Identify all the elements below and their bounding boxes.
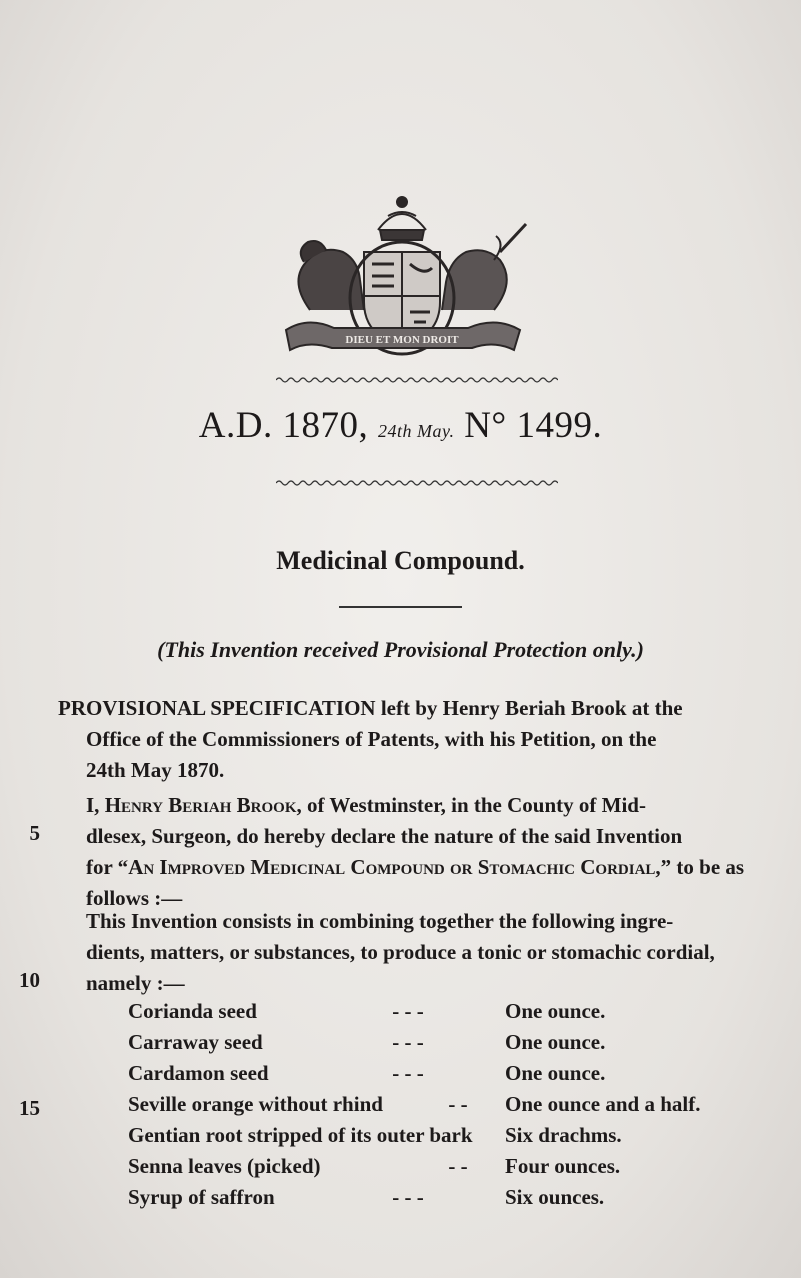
royal-coat-of-arms-icon (268, 190, 536, 358)
declaration-line: for “An Improved Medicinal Compound or Stomachic Cordial,” to be as (86, 855, 745, 879)
ingredient-row (128, 1154, 728, 1185)
svg-text:DIEU ET MON DROIT: DIEU ET MON DROIT (345, 334, 459, 346)
ingredient-dashes: - - (448, 1092, 468, 1116)
ingredient-row (128, 1030, 728, 1061)
ingredient-row (128, 1061, 728, 1092)
line-number: 10 (19, 968, 40, 992)
ingredient-name: Cardamon seed (128, 1061, 269, 1085)
ingredient-quantity: Six ounces. (505, 1185, 605, 1209)
line-number: 15 (19, 1096, 40, 1120)
ingredient-row (128, 999, 728, 1030)
ingredient-name: Seville orange without rhind (128, 1092, 383, 1116)
declaration-line: dlesex, Surgeon, do hereby declare the nature of the said Invention (86, 824, 683, 848)
ingredient-name: Syrup of saffron (128, 1185, 275, 1209)
protection-note: (This Invention received Provisional Protection only.) (157, 637, 644, 662)
invention-line: This Invention consists in combining together the following ingre- (86, 909, 674, 933)
line-number: 5 (29, 821, 40, 845)
ingredient-quantity: One ounce. (505, 999, 606, 1023)
ingredient-dashes: - - - (392, 1185, 424, 1209)
ingredient-quantity: One ounce. (505, 1061, 606, 1085)
invention-line: namely :— (86, 971, 185, 995)
ingredient-dashes: - - (448, 1154, 468, 1178)
invention-line: dients, matters, or substances, to produce a tonic or stomachic cordial, (86, 940, 715, 964)
invention-title: An Improved Medicinal Compound or Stomachic Cordial (128, 855, 656, 879)
document-title: Medicinal Compound. (276, 546, 525, 575)
year-label: A.D. 1870, (198, 405, 369, 446)
ingredient-quantity: One ounce and a half. (505, 1092, 701, 1116)
ingredient-dashes: - - - (392, 999, 424, 1023)
ingredient-dashes: - - - (392, 1061, 424, 1085)
ingredient-row (128, 1185, 728, 1216)
ingredient-quantity: Four ounces. (505, 1154, 621, 1178)
ingredient-dashes: - - - (392, 1030, 424, 1054)
declaration-line: I, Henry Beriah Brook, of Westminster, in the County of Mid- (86, 793, 646, 817)
provisional-line: Office of the Commissioners of Patents, with his Petition, on the (86, 727, 657, 751)
provisional-line: PROVISIONAL SPECIFICATION left by Henry Beriah Brook at the (58, 696, 683, 720)
ingredient-list (128, 999, 728, 1216)
bottom-wavy-rule (276, 479, 558, 487)
inventor-name: Henry Beriah Brook (104, 793, 297, 817)
invention-paragraph (58, 906, 736, 999)
ingredient-quantity: One ounce. (505, 1030, 606, 1054)
declaration-paragraph (58, 790, 745, 914)
ingredient-name: Carraway seed (128, 1030, 263, 1054)
provisional-line: 24th May 1870. (86, 758, 225, 782)
declaration-line: follows :— (86, 886, 183, 910)
ingredient-name: Corianda seed (128, 999, 257, 1023)
ingredient-name: Senna leaves (picked) (128, 1154, 321, 1178)
ingredient-row (128, 1123, 728, 1154)
title-divider (339, 606, 462, 608)
patent-number: N° 1499. (464, 405, 603, 446)
ingredient-row (128, 1092, 728, 1123)
date-label: 24th May. (377, 421, 455, 441)
top-wavy-rule (276, 376, 558, 384)
ingredient-quantity: Six drachms. (505, 1123, 622, 1147)
patent-header (0, 404, 801, 447)
provisional-paragraph (58, 693, 736, 786)
ingredient-name: Gentian root stripped of its outer bark (128, 1123, 473, 1147)
